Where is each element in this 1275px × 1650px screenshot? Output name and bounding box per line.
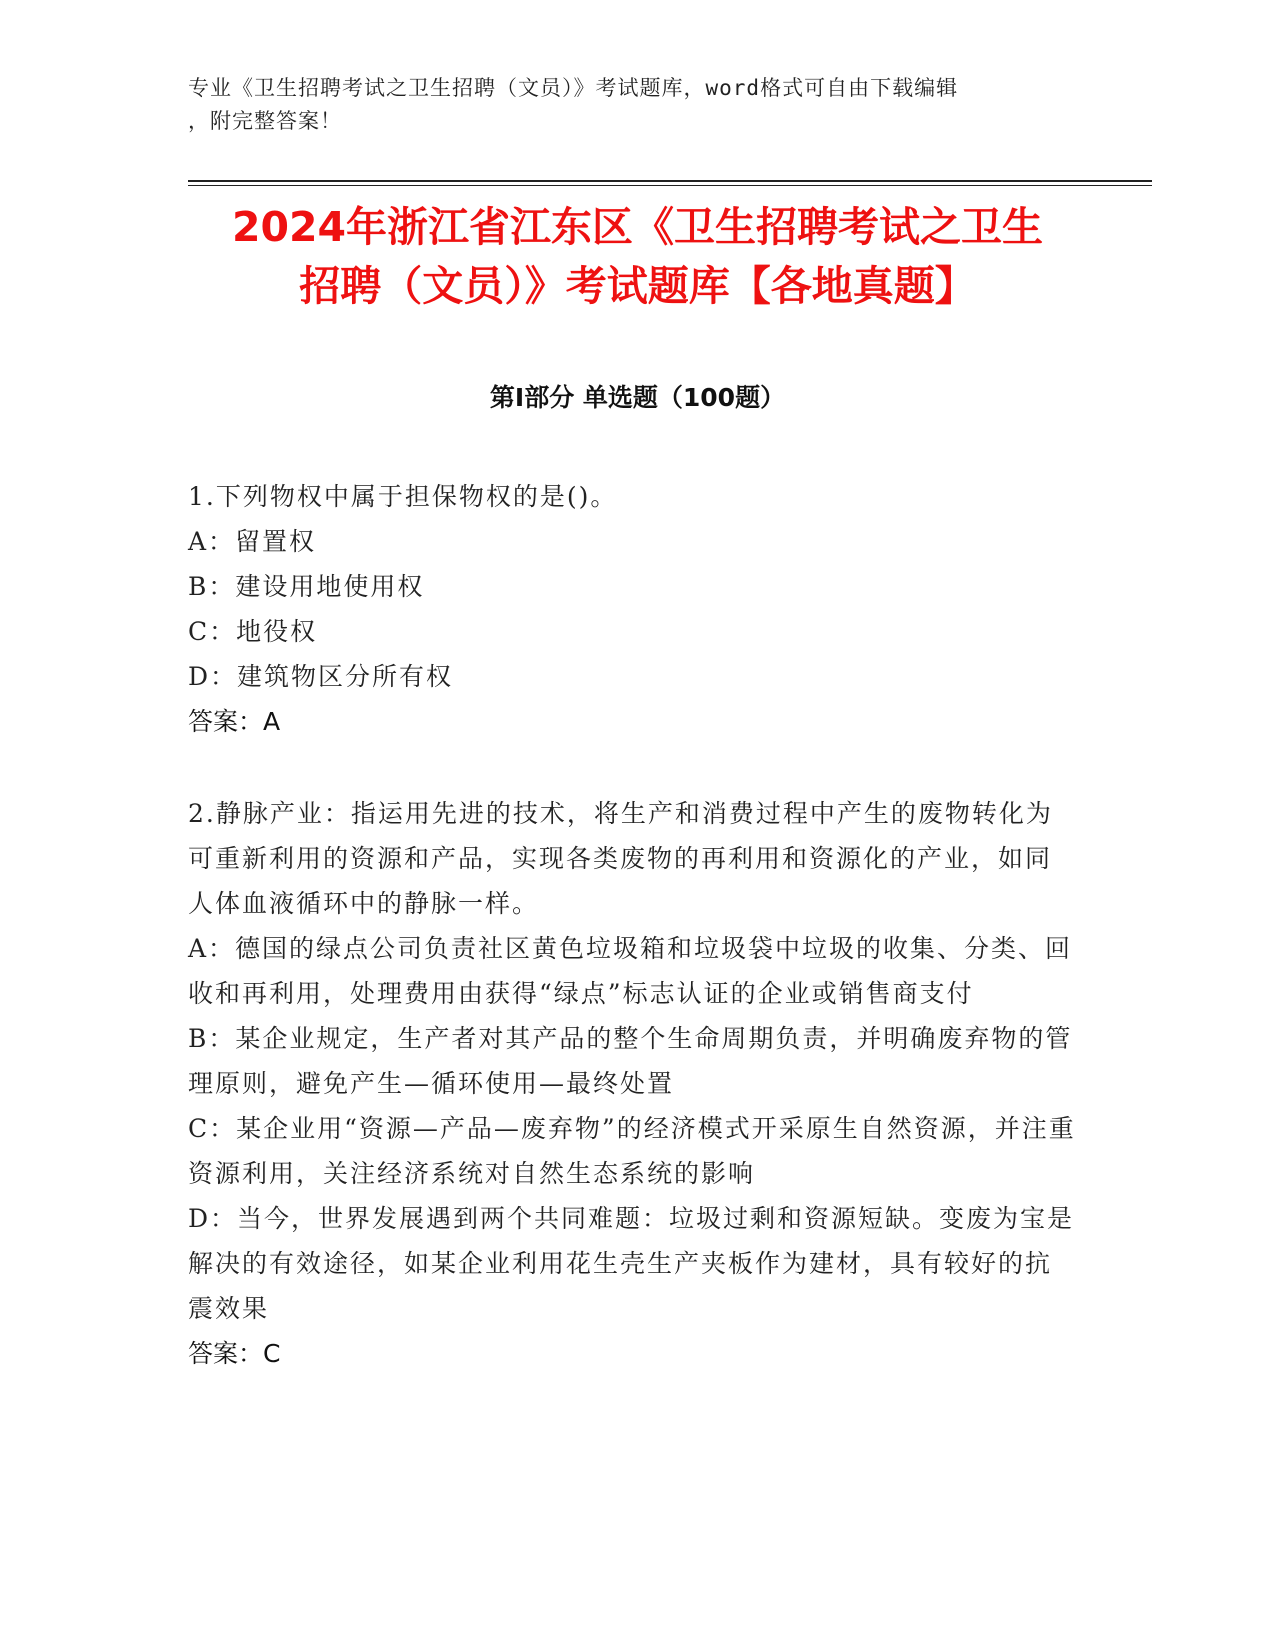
document-title-line1: 2024年浙江省江东区《卫生招聘考试之卫生 <box>231 203 1044 251</box>
question-stem: 1.下列物权中属于担保物权的是()。 <box>188 482 618 511</box>
option-a: A：留置权 <box>188 527 317 556</box>
option-b: B：某企业规定，生产者对其产品的整个生命周期负责，并明确废弃物的管理原则，避免产生—循环使用—最终处置 <box>188 1024 1073 1098</box>
header-divider-thick <box>188 180 1152 182</box>
option-d: D：当今，世界发展遇到两个共同难题：垃圾过剩和资源短缺。变废为宝是解决的有效途径，如某企业利用花生壳生产夹板作为建材，具有较好的抗震效果 <box>188 1204 1075 1323</box>
header-note-line2: ，附完整答案！ <box>188 109 342 133</box>
document-title-line2: 招聘（文员）》考试题库【各地真题】 <box>299 262 976 310</box>
option-b: B：建设用地使用权 <box>188 572 425 601</box>
header-note-line1: 专业《卫生招聘考试之卫生招聘（文员）》考试题库，word格式可自由下载编辑 <box>188 76 959 100</box>
question-1 <box>188 474 1078 744</box>
question-stem: 2.静脉产业：指运用先进的技术，将生产和消费过程中产生的废物转化为可重新利用的资源和产品，实现各类废物的再利用和资源化的产业，如同人体血液循环中的静脉一样。 <box>188 799 1053 918</box>
section-title: 第Ⅰ部分 单选题（100题） <box>489 383 786 412</box>
answer: 答案：C <box>188 1339 281 1368</box>
header-divider-thin <box>188 185 1152 186</box>
option-c: C：某企业用“资源—产品—废弃物”的经济模式开采原生自然资源，并注重资源利用，关注经济系统对自然生态系统的影响 <box>188 1114 1076 1188</box>
document-title <box>130 198 1145 316</box>
option-a: A：德国的绿点公司负责社区黄色垃圾箱和垃圾袋中垃圾的收集、分类、回收和再利用，处理费用由获得“绿点”标志认证的企业或销售商支付 <box>188 934 1073 1008</box>
question-2 <box>188 791 1078 1376</box>
option-c: C：地役权 <box>188 617 318 646</box>
header-note <box>188 72 1068 138</box>
answer: 答案：A <box>188 707 281 736</box>
option-d: D：建筑物区分所有权 <box>188 662 454 691</box>
